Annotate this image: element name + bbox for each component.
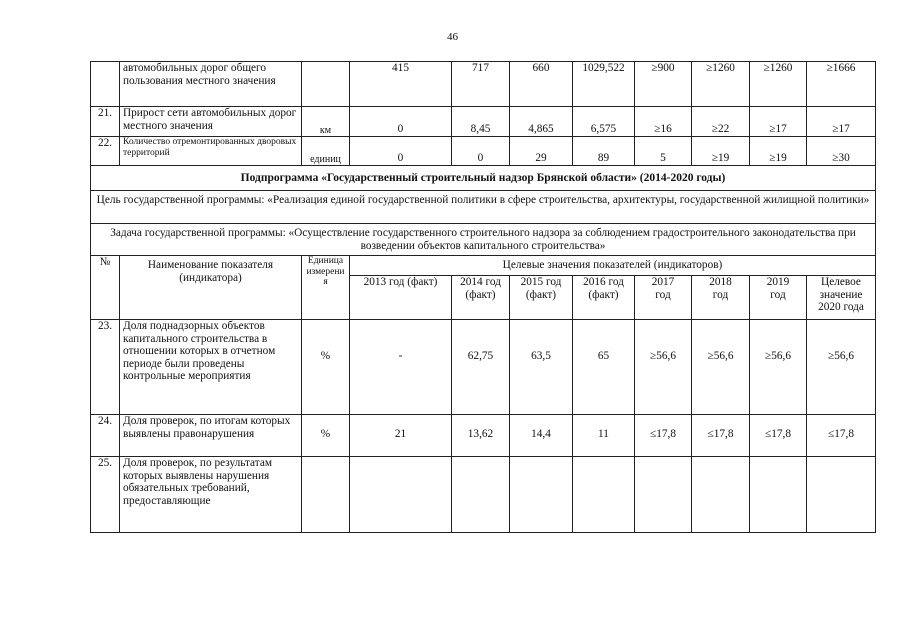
row-number: 24. xyxy=(91,415,120,457)
value-2018: ≥1260 xyxy=(692,62,750,107)
value-2015: 14,4 xyxy=(510,415,573,457)
indicator-unit xyxy=(302,62,350,107)
value-2020: ≥56,6 xyxy=(807,320,876,415)
indicator-name: Количество отремонтированных дворовых территорий xyxy=(120,137,302,166)
value-2016: 1029,522 xyxy=(573,62,635,107)
row-number: 23. xyxy=(91,320,120,415)
header-number: № xyxy=(91,256,120,320)
value-2017: ≤17,8 xyxy=(635,415,692,457)
indicator-unit: км xyxy=(302,107,350,137)
value-2015: 29 xyxy=(510,137,573,166)
value-2017: ≥900 xyxy=(635,62,692,107)
row-number: 22. xyxy=(91,137,120,166)
indicator-name: Прирост сети автомобильных дорог местного значения xyxy=(120,107,302,137)
goal-row xyxy=(91,191,876,224)
table-row xyxy=(91,137,876,166)
value-2019: ≥1260 xyxy=(750,62,807,107)
value-2014: 62,75 xyxy=(452,320,510,415)
value-2019: ≥19 xyxy=(750,137,807,166)
indicator-unit xyxy=(302,457,350,533)
indicators-table xyxy=(90,61,876,533)
program-task: Задача государственной программы: «Осуществление государственного строительного надзора за соблюдением градостроительного законодательства при возведении объектов капитального строительства» xyxy=(91,224,876,256)
indicator-name: автомобильных дорог общего пользования местного значения xyxy=(120,62,302,107)
value-2013: 21 xyxy=(350,415,452,457)
value-2018 xyxy=(692,457,750,533)
value-2016 xyxy=(573,457,635,533)
indicator-name: Доля проверок, по результатам которых выявлены нарушения обязательных требований, предоставляющие xyxy=(120,457,302,533)
value-2017 xyxy=(635,457,692,533)
task-row xyxy=(91,224,876,256)
table-row xyxy=(91,107,876,137)
value-2018: ≥22 xyxy=(692,107,750,137)
indicator-name: Доля проверок, по итогам которых выявлены правонарушения xyxy=(120,415,302,457)
value-2020: ≥1666 xyxy=(807,62,876,107)
header-year: 2018 год xyxy=(692,276,750,320)
value-2019: ≥17 xyxy=(750,107,807,137)
value-2015: 63,5 xyxy=(510,320,573,415)
page-number: 46 xyxy=(447,31,458,43)
value-2013: 0 xyxy=(350,137,452,166)
header-year: 2016 год (факт) xyxy=(573,276,635,320)
value-2015: 660 xyxy=(510,62,573,107)
value-2013: 0 xyxy=(350,107,452,137)
value-2013: 415 xyxy=(350,62,452,107)
indicator-unit: % xyxy=(302,320,350,415)
header-year: 2019 год xyxy=(750,276,807,320)
value-2014 xyxy=(452,457,510,533)
value-2020: ≤17,8 xyxy=(807,415,876,457)
value-2015: 4,865 xyxy=(510,107,573,137)
value-2018: ≥56,6 xyxy=(692,320,750,415)
header-targets: Целевые значения показателей (индикаторов) xyxy=(350,256,876,276)
table-row xyxy=(91,415,876,457)
header-year: 2013 год (факт) xyxy=(350,276,452,320)
value-2017: 5 xyxy=(635,137,692,166)
value-2020 xyxy=(807,457,876,533)
indicator-unit: % xyxy=(302,415,350,457)
value-2017: ≥16 xyxy=(635,107,692,137)
row-number xyxy=(91,62,120,107)
header-year: 2017 год xyxy=(635,276,692,320)
value-2015 xyxy=(510,457,573,533)
subprogram-title: Подпрограмма «Государственный строительный надзор Брянской области» (2014-2020 годы) xyxy=(91,166,876,191)
row-number: 25. xyxy=(91,457,120,533)
program-goal: Цель государственной программы: «Реализация единой государственной политики в сфере строительства, архитектуры, государственной жилищной политики» xyxy=(91,191,876,224)
header-year: 2014 год (факт) xyxy=(452,276,510,320)
table-row xyxy=(91,457,876,533)
value-2020: ≥17 xyxy=(807,107,876,137)
table-row xyxy=(91,62,876,107)
value-2013 xyxy=(350,457,452,533)
table-row xyxy=(91,320,876,415)
value-2018: ≥19 xyxy=(692,137,750,166)
value-2019: ≥56,6 xyxy=(750,320,807,415)
value-2016: 65 xyxy=(573,320,635,415)
value-2014: 8,45 xyxy=(452,107,510,137)
value-2017: ≥56,6 xyxy=(635,320,692,415)
value-2019 xyxy=(750,457,807,533)
value-2020: ≥30 xyxy=(807,137,876,166)
value-2016: 6,575 xyxy=(573,107,635,137)
value-2014: 717 xyxy=(452,62,510,107)
indicator-unit: единиц xyxy=(302,137,350,166)
value-2016: 11 xyxy=(573,415,635,457)
header-unit: Единица измерения xyxy=(302,256,350,320)
header-indicator-name: Наименование показателя (индикатора) xyxy=(120,256,302,320)
header-year: Целевое значение 2020 года xyxy=(807,276,876,320)
value-2014: 13,62 xyxy=(452,415,510,457)
subprogram-row xyxy=(91,166,876,191)
value-2016: 89 xyxy=(573,137,635,166)
value-2019: ≤17,8 xyxy=(750,415,807,457)
indicator-name: Доля поднадзорных объектов капитального строительства в отношении которых в отчетном периоде были проведены контрольные мероприятия xyxy=(120,320,302,415)
row-number: 21. xyxy=(91,107,120,137)
header-year: 2015 год (факт) xyxy=(510,276,573,320)
value-2018: ≤17,8 xyxy=(692,415,750,457)
value-2014: 0 xyxy=(452,137,510,166)
header-row xyxy=(91,256,876,276)
value-2013: - xyxy=(350,320,452,415)
